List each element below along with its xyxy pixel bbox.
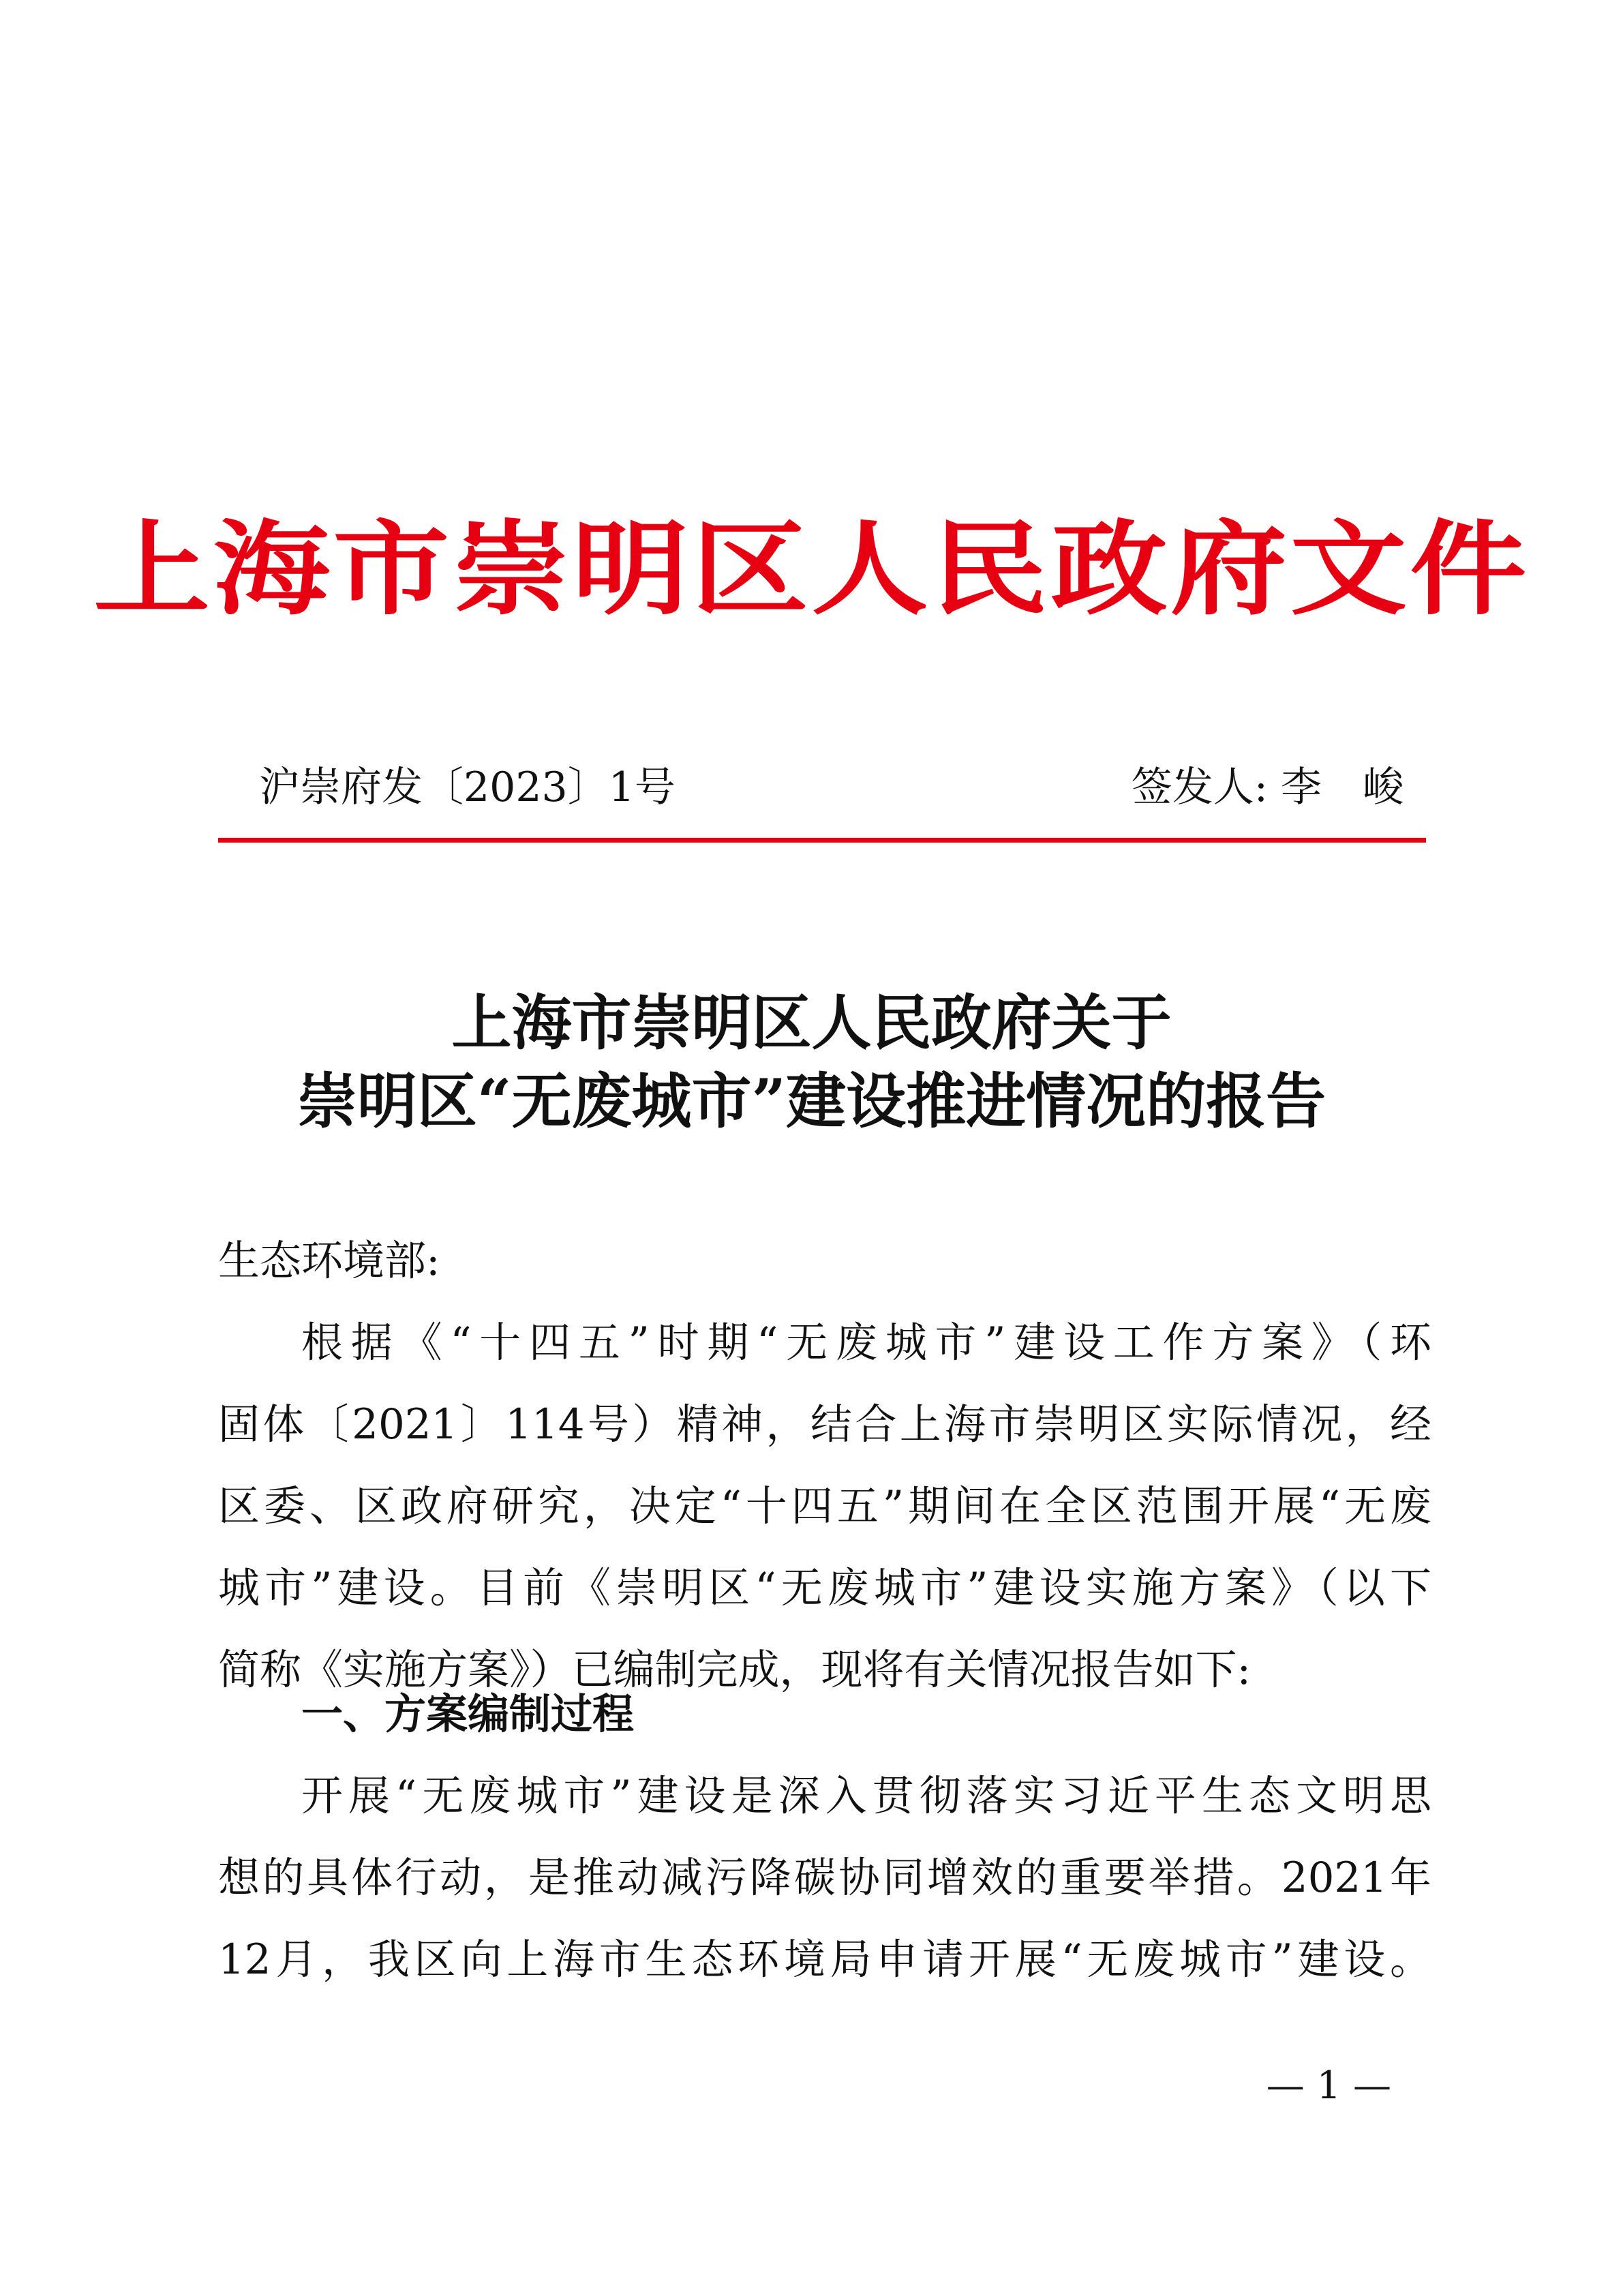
section-heading-1: 一、方案编制过程 [301,1690,635,1738]
paragraph-line: 固体〔2021〕114号）精神，结合上海市崇明区实际情况，经 [218,1400,1431,1449]
paragraph-line: 开展“无废城市”建设是深入贯彻落实习近平生态文明思 [301,1772,1431,1820]
red-divider-line [218,838,1426,843]
masthead-title: 上海市崇明区人民政府文件 [93,509,1530,629]
paragraph-1 [218,1302,1431,1711]
signer [1131,757,1444,818]
signer-name: 李峻 [1281,764,1444,811]
paragraph-line: 简称《实施方案》）已编制完成，现将有关情况报告如下: [218,1646,1252,1694]
paragraph-line: 区委、区政府研究，决定“十四五”期间在全区范围开展“无废 [218,1482,1431,1530]
paragraph-2 [218,1755,1431,2001]
paragraph-line: 根据《“十四五”时期“无废城市”建设工作方案》（环 [301,1318,1431,1367]
document-title-line-2: 崇明区“无废城市”建设推进情况的报告 [297,1066,1326,1136]
document-number: 沪崇府发〔2023〕1号 [259,764,676,811]
salutation: 生态环境部: [218,1237,440,1285]
paragraph-line: 想的具体行动，是推动减污降碳协同增效的重要举措。2021年 [218,1854,1431,1902]
paragraph-line: 城市”建设。目前《崇明区“无废城市”建设实施方案》（以下 [218,1564,1431,1612]
page-number: — 1 — [1266,2064,1391,2108]
document-title-line-1: 上海市崇明区人民政府关于 [451,987,1172,1058]
signer-label: 签发人: [1131,764,1268,811]
paragraph-line: 12月，我区向上海市生态环境局申请开展“无废城市”建设。 [218,1935,1431,1984]
